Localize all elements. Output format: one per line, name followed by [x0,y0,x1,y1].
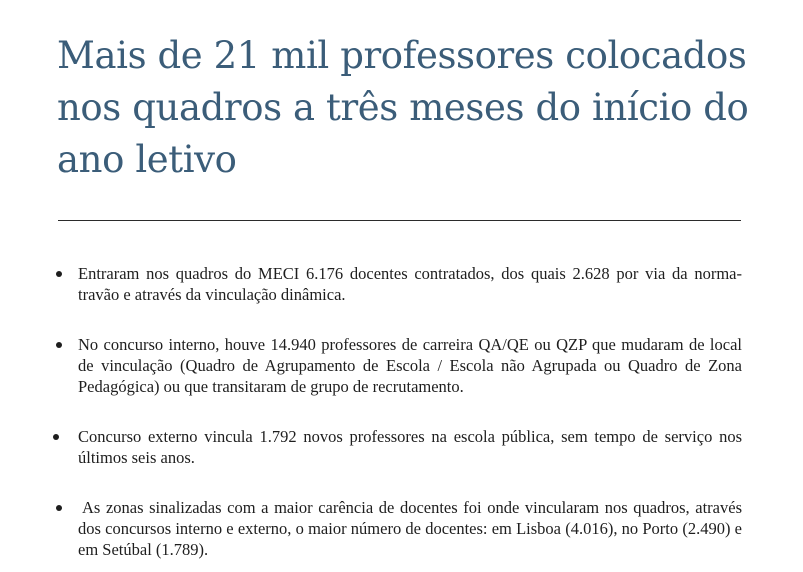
key-point-item [52,263,742,305]
key-point-item [52,334,742,397]
article-headline: Mais de 21 mil professores colocados nos quadros a três meses do início do ano letivo [57,34,749,181]
bullet-icon [56,271,62,277]
key-point-text: Concurso externo vincula 1.792 novos professores na escola pública, sem tempo de serviço nos últimos seis anos. [78,427,742,467]
headline-divider [58,220,741,221]
bullet-icon [56,342,62,348]
bullet-icon [56,505,62,511]
key-point-item [52,426,742,468]
key-point-text: Entraram nos quadros do MECI 6.176 docentes contratados, dos quais 2.628 por via da norma-travão e através da vinculação dinâmica. [78,264,742,304]
key-point-item [52,497,742,560]
key-point-text: No concurso interno, houve 14.940 professores de carreira QA/QE ou QZP que mudaram de local de vinculação (Quadro de Agrupamento de Escola / Escola não Agrupada ou Quadro de Zona Pedagógica) ou que transitaram de grupo de recrutamento. [78,335,742,396]
key-point-text: As zonas sinalizadas com a maior carência de docentes foi onde vincularam nos quadros, através dos concursos interno e externo, o maior número de docentes: em Lisboa (4.016), no Porto (2.490) e em Setúbal (1.789). [78,498,742,559]
key-points-list [52,263,742,560]
bullet-icon [53,434,59,440]
